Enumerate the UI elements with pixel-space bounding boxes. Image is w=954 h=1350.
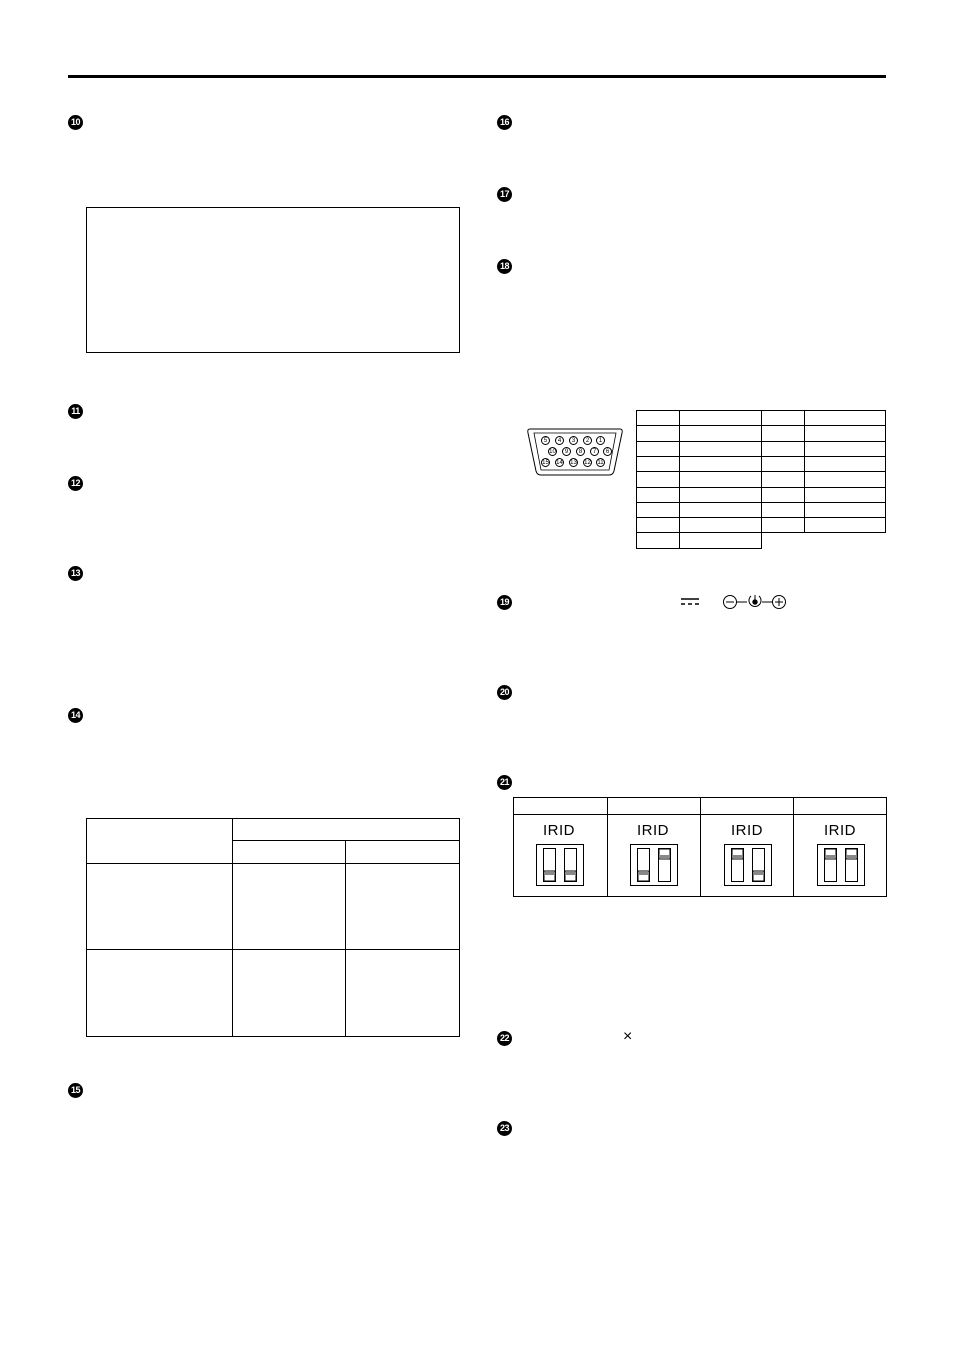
dip-switch-2-icon: [630, 844, 678, 886]
pin-8: 8: [576, 447, 585, 456]
dc-symbol-icon: [681, 597, 699, 607]
irid-divider-1: [607, 798, 608, 896]
section-marker-19: 19: [497, 595, 512, 610]
pin-15: 15: [542, 460, 549, 466]
section-marker-15: 15: [68, 1083, 83, 1098]
section-marker-11: 11: [68, 404, 83, 419]
irid-divider-2: [700, 798, 701, 896]
dip-switch-1-icon: [536, 844, 584, 886]
note-box: [86, 207, 460, 353]
dip-switch-4-icon: [817, 844, 865, 886]
pin-11: 11: [597, 460, 604, 466]
pin-13: 13: [570, 460, 577, 466]
pin-5: 5: [541, 436, 550, 445]
pin-10: 10: [549, 449, 556, 455]
pin-12: 12: [584, 460, 591, 466]
pin-2: 2: [583, 436, 592, 445]
pin-9: 9: [562, 447, 571, 456]
header-rule: [68, 75, 886, 78]
irid-label-2: IRID: [637, 822, 669, 839]
table-hline-header: [232, 840, 459, 841]
irid-label-3: IRID: [731, 822, 763, 839]
pin-table: [636, 410, 886, 550]
table-vline-2: [345, 841, 346, 1036]
polarity-icon: [722, 594, 788, 610]
section-marker-20: 20: [497, 685, 512, 700]
spec-table: [86, 818, 460, 1037]
section-marker-13: 13: [68, 566, 83, 581]
section-marker-14: 14: [68, 708, 83, 723]
table-vline-1: [232, 819, 233, 1036]
section-marker-12: 12: [68, 476, 83, 491]
pin-14: 14: [556, 460, 563, 466]
section-marker-17: 17: [497, 187, 512, 202]
pin-7: 7: [590, 447, 599, 456]
pin-6: 6: [603, 447, 612, 456]
irid-label-1: IRID: [543, 822, 575, 839]
section-marker-22: 22: [497, 1031, 512, 1046]
section-marker-21: 21: [497, 775, 512, 790]
section-marker-23: 23: [497, 1121, 512, 1136]
table-hline-row: [87, 949, 459, 950]
table-hline-subheader: [87, 863, 459, 864]
dip-switch-3-icon: [724, 844, 772, 886]
pin-3: 3: [569, 436, 578, 445]
section-marker-16: 16: [497, 115, 512, 130]
irid-divider-3: [793, 798, 794, 896]
irid-label-4: IRID: [824, 822, 856, 839]
pin-1: 1: [596, 436, 605, 445]
pin-4: 4: [555, 436, 564, 445]
times-symbol: ×: [623, 1028, 633, 1045]
section-marker-10: 10: [68, 115, 83, 130]
section-marker-18: 18: [497, 259, 512, 274]
